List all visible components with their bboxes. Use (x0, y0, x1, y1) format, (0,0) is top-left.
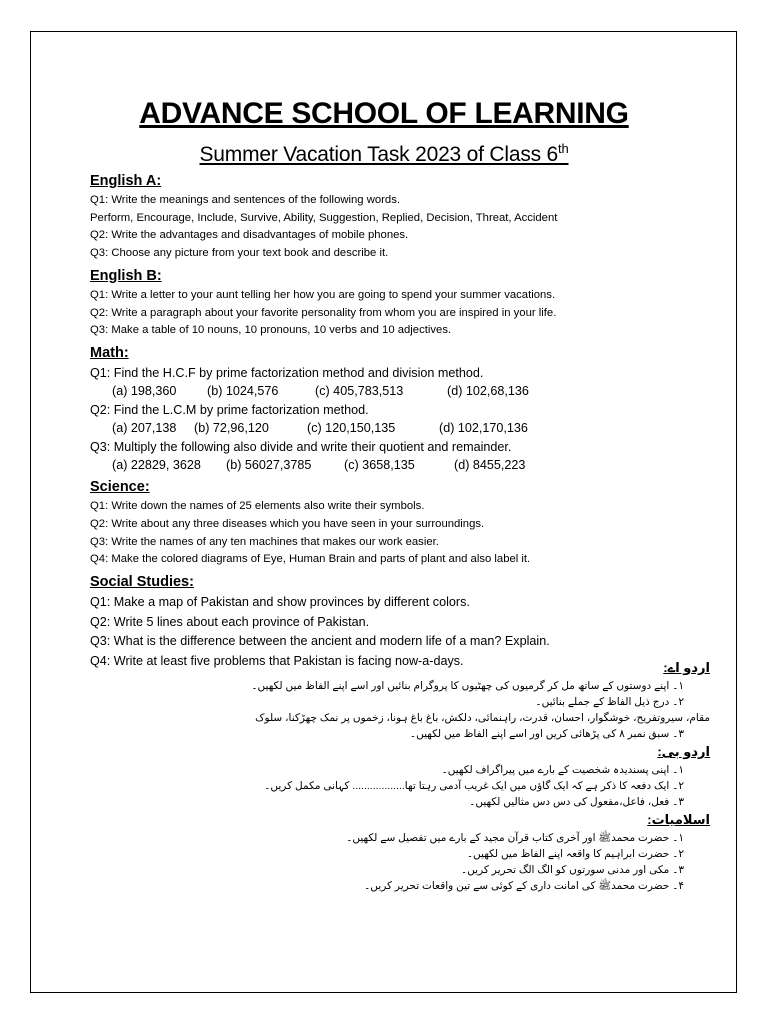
heading-math: Math: (90, 344, 129, 361)
urdu-b-line: ۳۔ فعل، فاعل،مفعول کی دس دس مثالیں لکھیں۔ (469, 796, 684, 808)
math-option: (c) 120,150,135 (307, 421, 396, 436)
math-option: (d) 102,170,136 (439, 421, 528, 436)
math-option: (a) 22829, 3628 (112, 457, 201, 472)
math-option: (b) 72,96,120 (194, 421, 269, 436)
science-line: Q2: Write about any three diseases which you have seen in your surroundings. (90, 518, 485, 531)
heading-islamiat: اسلامیات: (647, 812, 710, 827)
math-option: (d) 8455,223 (454, 457, 526, 472)
math-question: Q1: Find the H.C.F by prime factorization method and division method. (90, 365, 484, 380)
social-studies-line: Q2: Write 5 lines about each province of Pakistan. (90, 614, 370, 629)
math-option: (d) 102,68,136 (447, 384, 529, 399)
islamiat-line: ۱۔ حضرت محمدﷺ اور آخری کتاب قرآن مجید کے بارے میں تفصیل سے لکھیں۔ (346, 832, 684, 844)
english-b-line: Q2: Write a paragraph about your favorite personality from whom you are inspired in your life. (90, 306, 557, 319)
math-option: (a) 207,138 (112, 421, 177, 436)
science-line: Q1: Write down the names of 25 elements also write their symbols. (90, 500, 425, 513)
urdu-a-line: ۲۔ درج ذیل الفاظ کے جملے بنائیں۔ (535, 696, 684, 708)
english-a-line: Perform, Encourage, Include, Survive, Ability, Suggestion, Replied, Decision, Threat, Accident (90, 211, 558, 224)
english-a-line: Q3: Choose any picture from your text book and describe it. (90, 247, 389, 260)
english-a-line: Q2: Write the advantages and disadvantages of mobile phones. (90, 229, 409, 242)
heading-english-a: English A: (90, 173, 162, 189)
heading-urdu-a: اردو اے: (663, 660, 710, 675)
urdu-b-line: ۱۔ اپنی پسندیدہ شخصیت کے بارے میں پیراگراف لکھیں۔ (441, 764, 684, 776)
urdu-b-line: ۲۔ ایک دفعہ کا ذکر ہے کہ ایک گاؤں میں ایک غریب آدمی رہتا تھا.................. کہانی مکمل کریں۔ (264, 780, 684, 792)
math-options (90, 382, 710, 400)
math-question: Q3: Multiply the following also divide and write their quotient and remainder. (90, 439, 512, 454)
math-option: (a) 198,360 (112, 384, 177, 399)
social-studies-line: Q1: Make a map of Pakistan and show provinces by different colors. (90, 595, 470, 610)
social-studies-line: Q4: Write at least five problems that Pakistan is facing now-a-days. (90, 653, 464, 668)
math-options (90, 456, 710, 474)
heading-english-b: English B: (90, 267, 162, 284)
page-subtitle (0, 141, 768, 167)
urdu-a-line: مقام، سیروتفریح، خوشگوار، احسان، قدرت، راہنمائی، دلکش، باغ باغ ہونا، زخموں پر نمک چھڑکنا، سلوک (255, 712, 710, 724)
english-b-line: Q3: Make a table of 10 nouns, 10 pronouns, 10 verbs and 10 adjectives. (90, 324, 452, 337)
heading-science: Science: (90, 479, 150, 496)
math-option: (b) 1024,576 (207, 384, 279, 399)
school-name: ADVANCE SCHOOL OF LEARNING (139, 97, 629, 130)
social-studies-line: Q3: What is the difference between the ancient and modern life of a man? Explain. (90, 634, 550, 649)
math-option: (b) 56027,3785 (226, 457, 312, 472)
subtitle-superscript: th (558, 141, 569, 156)
islamiat-line: ۲۔ حضرت ابراہیم کا واقعہ اپنے الفاظ میں لکھیں۔ (466, 848, 684, 860)
islamiat-line: ۳۔ مکی اور مدنی سورتوں کو الگ الگ تحریر کریں۔ (461, 864, 684, 876)
math-option: (c) 3658,135 (344, 457, 415, 472)
math-question: Q2: Find the L.C.M by prime factorization method. (90, 402, 369, 417)
urdu-a-line: ۱۔ اپنے دوستوں کے ساتھ مل کر گرمیوں کی چھٹیوں کا پروگرام بنائیں اور اسے اپنے الفاظ میں لکھیں۔ (251, 680, 684, 692)
english-content (90, 168, 710, 672)
subtitle-text: Summer Vacation Task 2023 of Class 6 (199, 143, 559, 166)
science-line: Q3: Write the names of any ten machines that makes our work easier. (90, 535, 439, 548)
math-options (90, 419, 710, 437)
english-b-line: Q1: Write a letter to your aunt telling her how you are going to spend your summer vacations. (90, 288, 556, 301)
heading-social-studies: Social Studies: (90, 574, 194, 591)
urdu-a-line: ۳۔ سبق نمبر ۸ کی پڑھائی کریں اور اسے اپنے الفاظ میں لکھیں۔ (409, 728, 684, 740)
science-line: Q4: Make the colored diagrams of Eye, Human Brain and parts of plant and also label it. (90, 553, 531, 566)
islamiat-line: ۴۔ حضرت محمدﷺ کی امانت داری کے کوئی سے تین واقعات تحریر کریں۔ (364, 880, 684, 892)
heading-urdu-b: اردو بی: (657, 744, 710, 759)
english-a-line: Q1: Write the meanings and sentences of the following words. (90, 194, 400, 206)
math-option: (c) 405,783,513 (315, 384, 404, 399)
urdu-content (90, 658, 710, 894)
